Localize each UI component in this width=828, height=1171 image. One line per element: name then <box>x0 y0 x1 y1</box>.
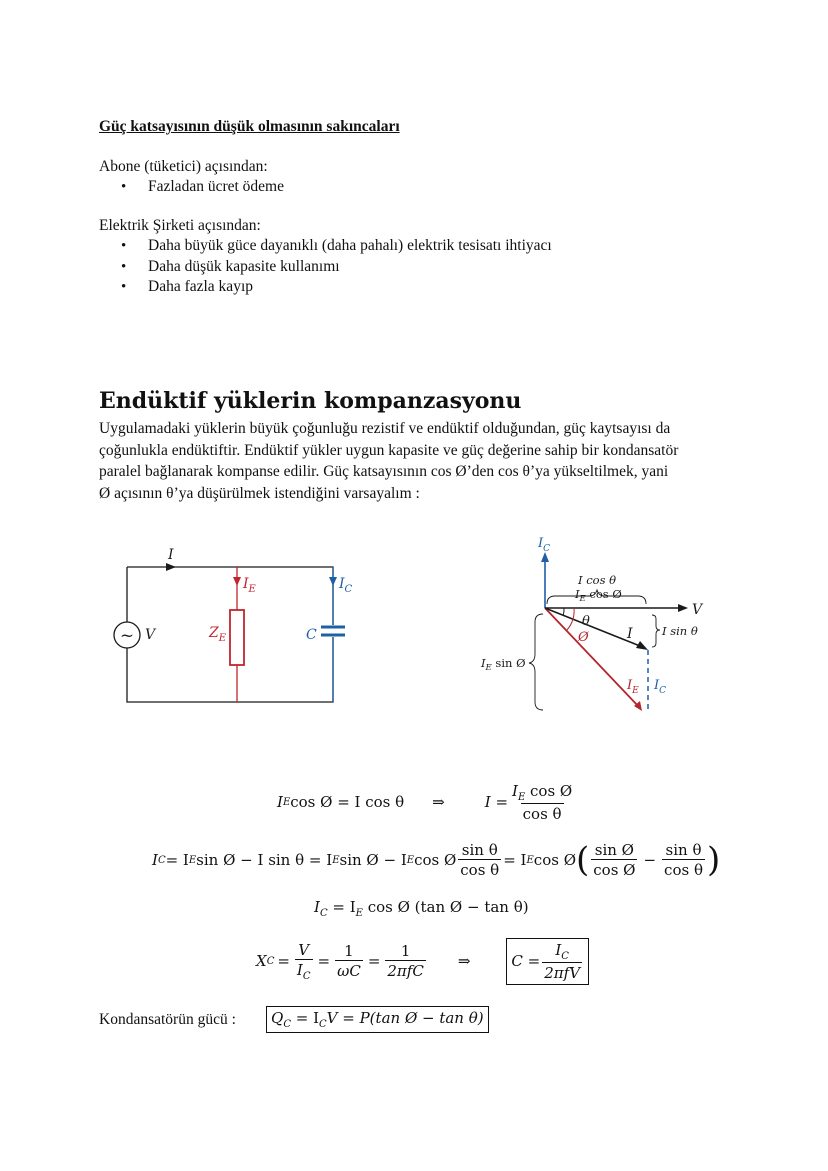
eq-text: V = P(tan Ø − tan θ) <box>326 1009 484 1027</box>
eq-text: I <box>512 781 518 800</box>
eq-sub: C <box>266 955 275 967</box>
eq-text: X <box>256 952 267 970</box>
fraction <box>542 941 582 982</box>
fraction <box>591 841 637 879</box>
eq-text: cos Ø (tan Ø − tan θ) <box>362 898 529 916</box>
implies-symbol: ⇒ <box>432 793 445 811</box>
eq-text: V <box>298 940 310 959</box>
eq-text: sin Ø − I <box>339 851 407 869</box>
eq-sub: C <box>561 950 569 962</box>
capacitance-formula-box <box>506 938 589 985</box>
company-list <box>99 236 552 298</box>
label-IE: $I_E$ <box>243 576 256 595</box>
equation-2 <box>152 838 720 882</box>
equation-1 <box>277 780 576 824</box>
label-V: V <box>145 627 156 643</box>
label-theta: θ <box>582 614 590 629</box>
label-Isin: I sin θ <box>662 624 698 638</box>
capacitor-power-formula-box <box>266 1006 489 1033</box>
circuit-diagram <box>100 540 370 715</box>
eq-sub: C <box>319 908 328 919</box>
eq-sub: C <box>302 970 311 982</box>
eq-text: 1 <box>400 942 411 960</box>
label-IEsin: $I_E$ sin Ø <box>481 656 526 673</box>
paragraph-line: çoğunlukla endüktiftir. Endüktif yükler uygun kapasite ve güç değerine sahip bir kondansatör <box>99 441 679 459</box>
eq-text: I = <box>484 793 509 811</box>
eq-text: sin θ <box>461 841 498 859</box>
eq-text: sin Ø <box>594 841 634 859</box>
eq-text: I <box>314 898 320 916</box>
eq-text: I <box>152 851 158 869</box>
list-item: • Daha büyük güce dayanıklı (daha pahalı) elektrik tesisatı ihtiyacı <box>99 236 552 257</box>
section-title-disadvantages: Güç katsayısının düşük olmasının sakıncaları <box>99 118 400 135</box>
label-IC-top: $I_C$ <box>538 536 551 554</box>
eq-text: I <box>555 940 562 959</box>
fraction <box>510 782 574 823</box>
paragraph-line: Ø açısının θ’ya düşürülmek istendiğini varsayalım : <box>99 484 420 502</box>
eq-sub: C <box>283 1019 291 1030</box>
label-phi: Ø <box>578 630 589 645</box>
eq-text: − <box>643 851 657 869</box>
label-I: I <box>168 547 174 563</box>
eq-text: cos θ <box>522 804 562 823</box>
section-heading-compensation: Endüktif yüklerin kompanzasyonu <box>99 388 522 414</box>
label-Icos: I cos θ <box>578 573 617 587</box>
equation-4: X C = $\frac{V}{I_C}$ = $\frac{1}{\omega C}$ = $\frac{1}{\text{2πfC}}$ ⇒ C = $\frac{I_C}{\text{2πfV}}$ <box>256 938 589 984</box>
label-I: I <box>627 626 633 642</box>
paren-close: ) <box>706 840 721 880</box>
label-V: V <box>692 602 703 618</box>
equation-3 <box>314 898 529 919</box>
eq-text: cos Ø <box>593 861 636 879</box>
eq-sub: C <box>157 854 166 866</box>
eq-sub: E <box>355 908 363 919</box>
eq-text: cos Ø <box>533 851 576 869</box>
label-IEcos: $I_E$ cos Ø <box>575 587 622 604</box>
phasor-diagram <box>470 530 720 720</box>
eq-text: = I <box>503 851 527 869</box>
eq-sub: E <box>526 854 534 866</box>
fraction <box>385 942 425 980</box>
paragraph-line: Uygulamadaki yüklerin büyük çoğunluğu rezistif ve endüktif olduğundan, güç kaytsayısı da <box>99 420 671 437</box>
eq-text: cos Ø <box>525 781 573 800</box>
eq-text: cos θ <box>460 861 500 879</box>
current-arrow-icon <box>233 577 241 586</box>
i-arrow-icon <box>636 641 648 650</box>
eq-sub: E <box>282 796 291 808</box>
impedance-icon <box>230 610 244 665</box>
eq-sub: E <box>406 854 415 866</box>
eq-text: I <box>277 793 283 811</box>
label-IC: $I_C$ <box>339 576 353 595</box>
brace-icon <box>652 615 660 647</box>
eq-text: 1 <box>344 942 354 960</box>
current-arrow-icon <box>329 577 337 586</box>
eq-text: sin Ø − I sin θ = I <box>196 851 333 869</box>
eq-text: 2πfV <box>544 963 581 982</box>
eq-text: = I <box>290 1009 319 1027</box>
eq-text: cos Ø = I cos θ <box>290 793 405 811</box>
implies-symbol: ⇒ <box>457 952 471 970</box>
fraction <box>458 841 501 879</box>
subscriber-list <box>99 177 284 198</box>
eq-text: 2πfC <box>387 962 424 980</box>
label-IE: $I_E$ <box>627 678 639 696</box>
eq-text: Q <box>271 1009 284 1027</box>
subscriber-label: Abone (tüketici) açısından: <box>99 158 268 175</box>
eq-text: I <box>296 960 303 979</box>
company-label: Elektrik Şirketi açısından: <box>99 217 261 234</box>
eq-text: C = <box>511 952 541 970</box>
eq-sub: E <box>517 791 526 803</box>
source-symbol: ~ <box>119 626 135 646</box>
brace-icon <box>529 614 543 710</box>
list-item: • Daha fazla kayıp <box>99 277 552 298</box>
paren-open: ( <box>576 840 590 880</box>
eq-text: = I <box>327 898 356 916</box>
current-arrow-icon <box>166 563 176 571</box>
fraction <box>662 841 705 879</box>
capacitor-power-label: Kondansatörün gücü : <box>99 1011 236 1028</box>
fraction <box>335 942 363 980</box>
eq-text: cos θ <box>664 861 703 879</box>
fraction <box>295 941 313 982</box>
eq-sub: C <box>319 1019 327 1030</box>
eq-text: cos Ø <box>414 851 457 869</box>
intro-paragraph <box>99 418 749 504</box>
v-arrow-icon <box>678 604 688 612</box>
list-item: • Daha düşük kapasite kullanımı <box>99 257 552 278</box>
eq-text: ωC <box>337 962 361 980</box>
eq-sub: E <box>332 854 340 866</box>
eq-text: = I <box>165 851 189 869</box>
label-C: C <box>306 627 317 643</box>
eq-text: sin θ <box>665 841 702 859</box>
label-ZE: $Z_E$ <box>209 625 227 644</box>
eq-sub: E <box>188 854 197 866</box>
label-IC-bottom: $I_C$ <box>654 678 667 696</box>
list-item: • Fazladan ücret ödeme <box>99 177 284 198</box>
paragraph-line: paralel bağlanarak kompanse edilir. Güç katsayısının cos Ø’den cos θ’ya yükseltilmek, yani <box>99 463 669 480</box>
